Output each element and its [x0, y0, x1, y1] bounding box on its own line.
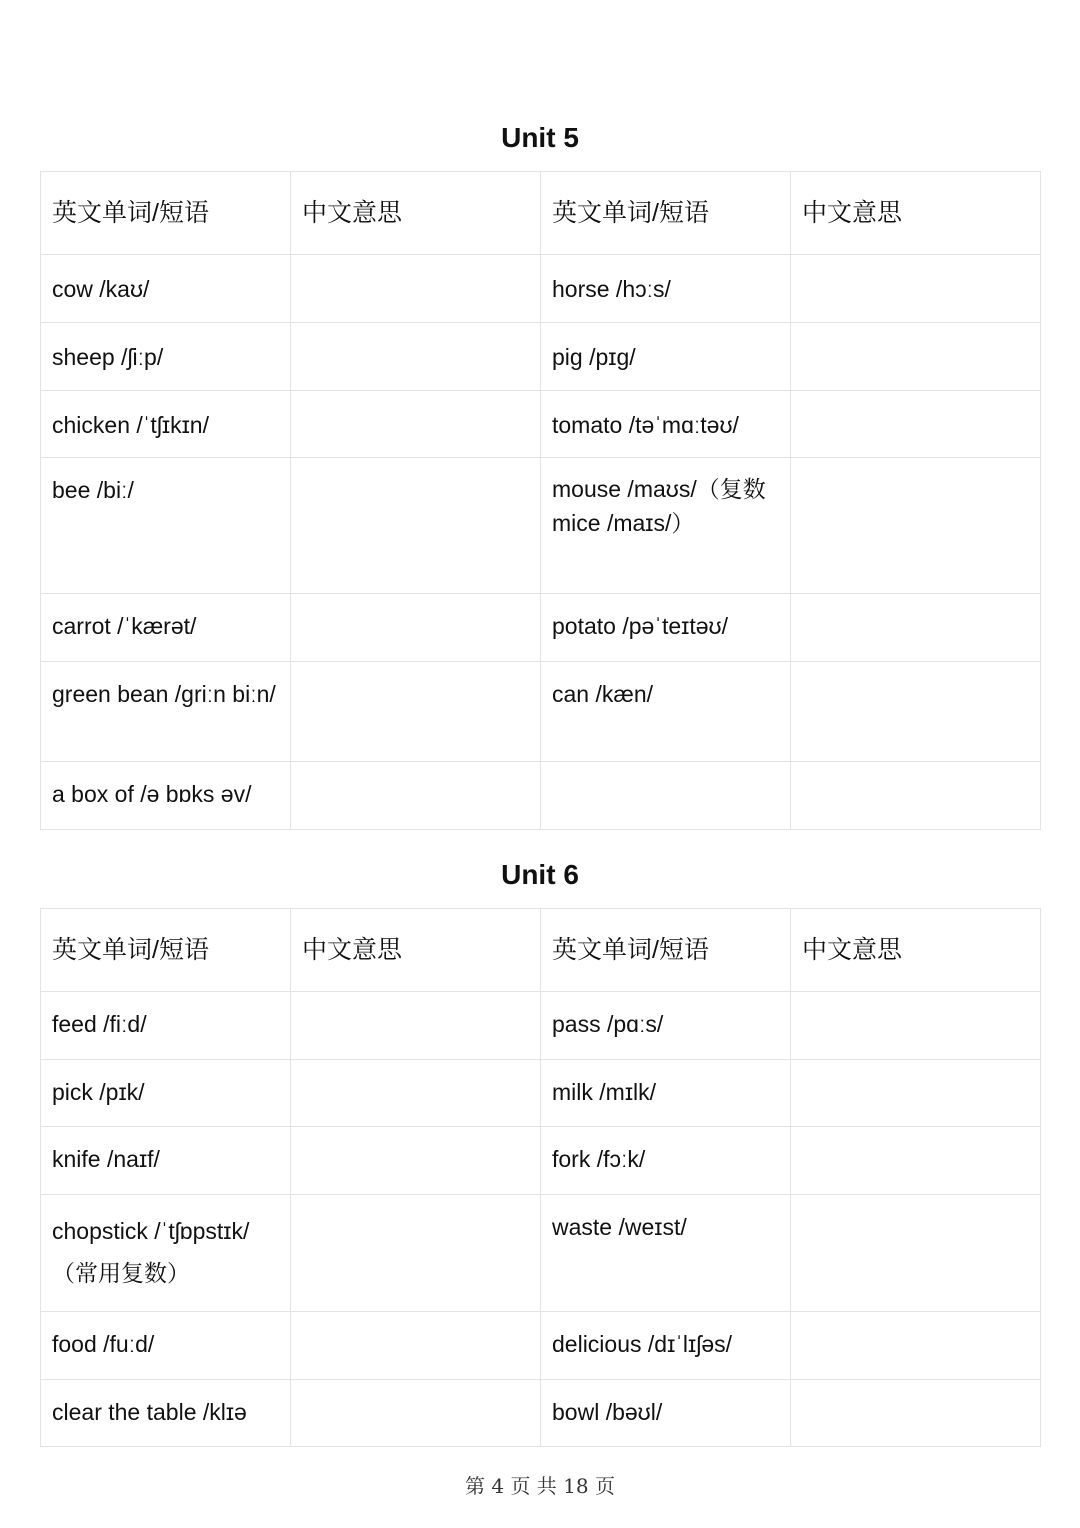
- english-term: bowl /bəʊl/: [541, 1380, 791, 1447]
- table-header-row: [41, 172, 1041, 255]
- chinese-meaning: [291, 1060, 541, 1127]
- english-term: horse /hɔːs/: [541, 255, 791, 323]
- table-row: [41, 762, 1041, 830]
- header-chinese: 中文意思: [291, 909, 541, 992]
- chinese-meaning: [791, 1195, 1041, 1312]
- english-term: [541, 762, 791, 830]
- table-row: [41, 992, 1041, 1060]
- chinese-meaning: [791, 1127, 1041, 1195]
- chinese-meaning: [791, 662, 1041, 762]
- english-term: fork /fɔːk/: [541, 1127, 791, 1195]
- table-row: [41, 594, 1041, 662]
- table-row: [41, 1127, 1041, 1195]
- header-english: 英文单词/短语: [541, 172, 791, 255]
- english-term: potato /pəˈteɪtəʊ/: [541, 594, 791, 662]
- english-term: waste /weɪst/: [541, 1195, 791, 1312]
- chinese-meaning: [291, 1127, 541, 1195]
- english-term: milk /mɪlk/: [541, 1060, 791, 1127]
- english-term: cow /kaʊ/: [41, 255, 291, 323]
- unit-title: Unit 6: [501, 859, 579, 890]
- table-header-row: [41, 909, 1041, 992]
- english-term: bee /biː/: [41, 458, 291, 594]
- chinese-meaning: [791, 762, 1041, 830]
- table-row: [41, 255, 1041, 323]
- chinese-meaning: [791, 1380, 1041, 1447]
- chinese-meaning: [291, 458, 541, 594]
- english-term: chicken /ˈtʃɪkɪn/: [41, 391, 291, 458]
- english-term: food /fuːd/: [41, 1312, 291, 1380]
- table-row: [41, 458, 1041, 594]
- chinese-meaning: [291, 323, 541, 391]
- vocab-table-unit-6: [40, 908, 1041, 1447]
- english-term: knife /naɪf/: [41, 1127, 291, 1195]
- page-footer: 第 4 页 共 18 页: [465, 1474, 615, 1498]
- chinese-meaning: [291, 662, 541, 762]
- table-row: [41, 1060, 1041, 1127]
- english-term: pig /pɪɡ/: [541, 323, 791, 391]
- table-row: [41, 1380, 1041, 1447]
- vocab-table-unit-5: [40, 171, 1041, 830]
- chinese-meaning: [291, 1380, 541, 1447]
- english-term: carrot /ˈkærət/: [41, 594, 291, 662]
- table-row: [41, 1312, 1041, 1380]
- english-term: tomato /təˈmɑːtəʊ/: [541, 391, 791, 458]
- chinese-meaning: [791, 594, 1041, 662]
- table-row: [41, 1195, 1041, 1312]
- chinese-meaning: [791, 1060, 1041, 1127]
- chinese-meaning: [291, 391, 541, 458]
- english-term: a box of /ə bɒks əv/: [41, 762, 291, 830]
- header-chinese: 中文意思: [791, 172, 1041, 255]
- header-english: 英文单词/短语: [541, 909, 791, 992]
- table-row: [41, 662, 1041, 762]
- table-row: [41, 323, 1041, 391]
- english-term: pick /pɪk/: [41, 1060, 291, 1127]
- chinese-meaning: [291, 594, 541, 662]
- chinese-meaning: [291, 762, 541, 830]
- chinese-meaning: [791, 992, 1041, 1060]
- english-term: green bean /ɡriːn biːn/: [41, 662, 291, 762]
- english-term: mouse /maʊs/（复数 mice /maɪs/）: [541, 458, 791, 594]
- header-chinese: 中文意思: [791, 909, 1041, 992]
- unit-title: Unit 5: [501, 122, 579, 153]
- header-english: 英文单词/短语: [41, 172, 291, 255]
- english-term: delicious /dɪˈlɪʃəs/: [541, 1312, 791, 1380]
- english-term: feed /fiːd/: [41, 992, 291, 1060]
- chinese-meaning: [791, 323, 1041, 391]
- english-term: sheep /ʃiːp/: [41, 323, 291, 391]
- english-term: can /kæn/: [541, 662, 791, 762]
- chinese-meaning: [791, 391, 1041, 458]
- english-term: chopstick /ˈtʃɒpstɪk/（常用复数）: [41, 1195, 291, 1312]
- chinese-meaning: [791, 1312, 1041, 1380]
- header-chinese: 中文意思: [291, 172, 541, 255]
- chinese-meaning: [291, 1312, 541, 1380]
- chinese-meaning: [791, 458, 1041, 594]
- chinese-meaning: [291, 992, 541, 1060]
- header-english: 英文单词/短语: [41, 909, 291, 992]
- english-term: pass /pɑːs/: [541, 992, 791, 1060]
- chinese-meaning: [291, 255, 541, 323]
- english-term: clear the table /klɪə: [41, 1380, 291, 1447]
- table-row: [41, 391, 1041, 458]
- chinese-meaning: [291, 1195, 541, 1312]
- chinese-meaning: [791, 255, 1041, 323]
